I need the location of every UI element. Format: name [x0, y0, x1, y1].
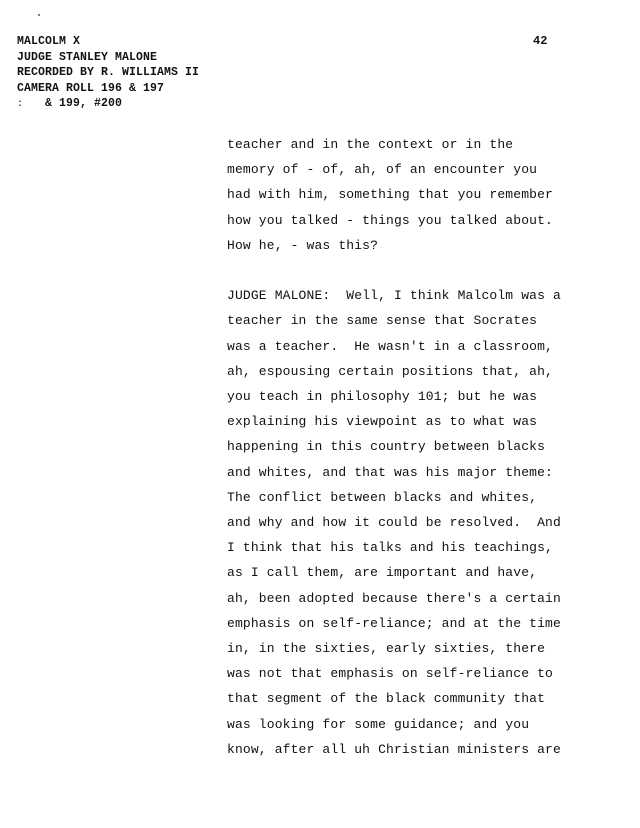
header-line-camera-roll: CAMERA ROLL 196 & 197 [17, 81, 165, 95]
header-line-camera-roll-continued [17, 96, 199, 113]
text-line: How he, - was this? [227, 237, 379, 253]
page-number: 42 [533, 34, 548, 48]
text-line: memory of - of, ah, of an encounter you [227, 162, 538, 178]
text-line: and why and how it could be resolved. And [227, 515, 561, 531]
text-line: The conflict between blacks and whites, [227, 489, 538, 505]
header-line-interviewee: JUDGE STANLEY MALONE [17, 50, 158, 64]
text-line: emphasis on self-reliance; and at the time [227, 615, 561, 631]
text-line: in, in the sixties, early sixties, there [227, 641, 546, 657]
header-line-mark: : [17, 99, 24, 110]
text-line: explaining his viewpoint as to what was [227, 414, 538, 430]
text-line: as I call them, are important and have, [227, 565, 538, 581]
paragraph-answer [227, 283, 627, 762]
text-line: how you talked - things you talked about. [227, 212, 554, 228]
text-line: teacher and in the context or in the [227, 137, 514, 152]
paragraph-gap [227, 258, 627, 283]
transcript-body [227, 132, 627, 762]
text-line: was not that emphasis on self-reliance to [227, 666, 554, 682]
header-line-subject: MALCOLM X [17, 35, 81, 48]
text-line: JUDGE MALONE: Well, I think Malcolm was a [227, 288, 561, 304]
text-line: that segment of the black community that [227, 691, 546, 707]
header-line-recorder: RECORDED BY R. WILLIAMS II [17, 66, 200, 79]
paragraph-question [227, 132, 627, 258]
text-line: was a teacher. He wasn't in a classroom, [227, 338, 554, 354]
header-line-camera-roll-extra: & 199, #200 [45, 97, 123, 110]
text-line: had with him, something that you remember [227, 187, 554, 203]
text-line: ah, been adopted because there's a certain [227, 590, 561, 606]
document-header [17, 34, 199, 113]
scan-speck [38, 14, 40, 16]
text-line: ah, espousing certain positions that, ah, [227, 363, 554, 379]
text-line: know, after all uh Christian ministers are [227, 741, 561, 757]
text-line: was looking for some guidance; and you [227, 716, 530, 732]
text-line: and whites, and that was his major theme: [227, 464, 554, 480]
text-line: happening in this country between blacks [227, 439, 546, 455]
text-line: I think that his talks and his teachings, [227, 540, 554, 556]
text-line: you teach in philosophy 101; but he was [227, 389, 538, 405]
text-line: teacher in the same sense that Socrates [227, 313, 538, 329]
